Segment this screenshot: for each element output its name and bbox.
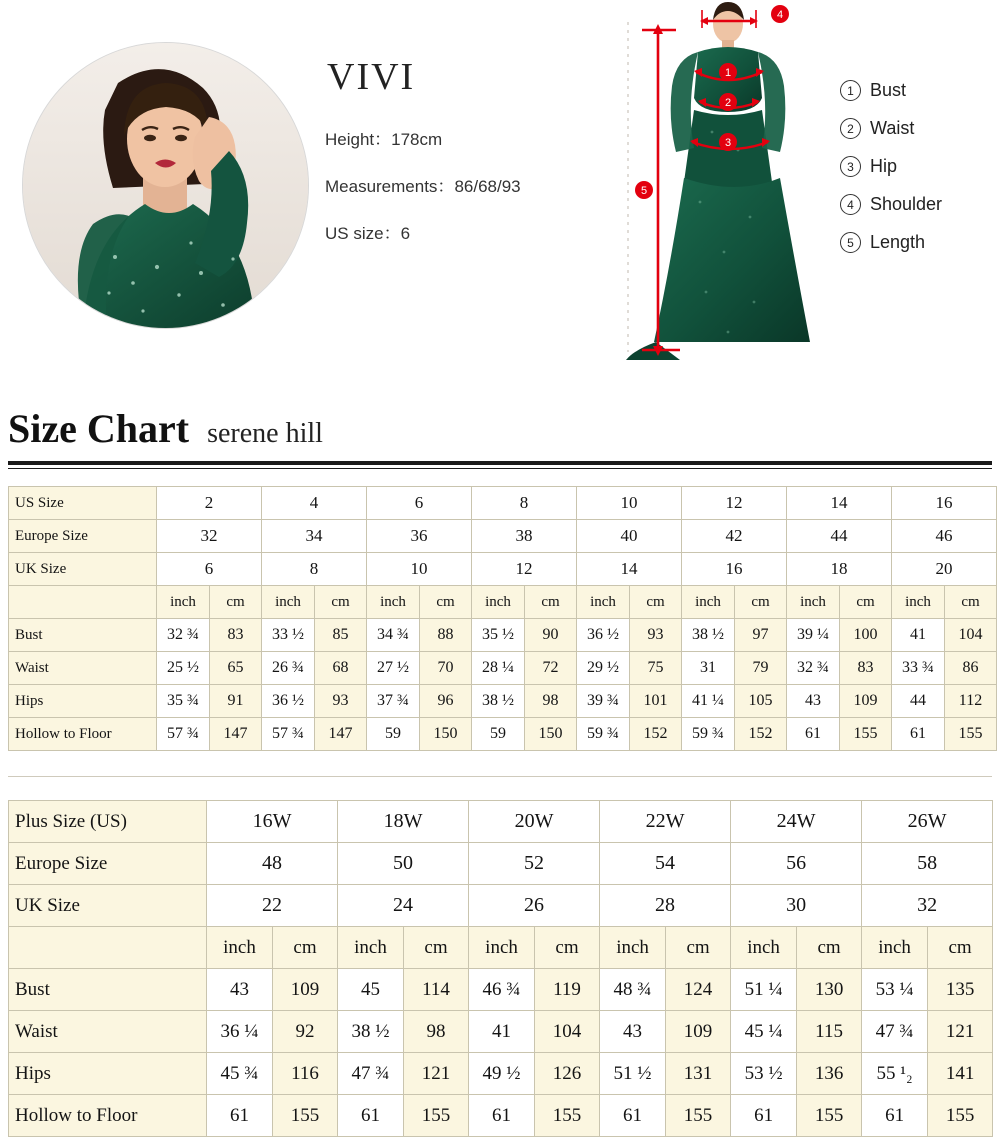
unit-cm: cm <box>666 927 731 969</box>
cell: 27 ½ <box>367 652 420 685</box>
cell: 115 <box>797 1011 862 1053</box>
cell: 41 <box>469 1011 535 1053</box>
cell: 90 <box>525 619 577 652</box>
cell: 32 ¾ <box>787 652 840 685</box>
table-row <box>9 718 997 751</box>
row-label: Hips <box>9 1053 207 1095</box>
cell: 28 ¼ <box>472 652 525 685</box>
unit-cm: cm <box>945 586 997 619</box>
cell: 51 ¼ <box>731 969 797 1011</box>
unit-inch: inch <box>157 586 210 619</box>
cell: 12 <box>472 553 577 586</box>
size-chart-title: Size Chart <box>8 406 190 451</box>
table-row <box>9 487 997 520</box>
model-ussize-value: 6 <box>400 224 411 243</box>
cell: 38 <box>472 520 577 553</box>
cell: 31 <box>682 652 735 685</box>
cell: 45 <box>338 969 404 1011</box>
table-row <box>9 885 993 927</box>
model-ussize-line <box>325 219 605 244</box>
unit-inch: inch <box>367 586 420 619</box>
row-label: Hollow to Floor <box>9 718 157 751</box>
unit-inch: inch <box>469 927 535 969</box>
cell: 38 ½ <box>472 685 525 718</box>
table-row <box>9 619 997 652</box>
cell: 97 <box>735 619 787 652</box>
unit-inch: inch <box>207 927 273 969</box>
cell: 79 <box>735 652 787 685</box>
legend-item-bust <box>840 80 990 101</box>
legend-number-icon: 4 <box>840 194 861 215</box>
cell: 112 <box>945 685 997 718</box>
legend-number-icon: 2 <box>840 118 861 139</box>
cell: 155 <box>535 1095 600 1137</box>
standard-size-table <box>8 486 997 751</box>
legend-label: Waist <box>870 118 915 138</box>
cell: 4 <box>262 487 367 520</box>
cell: 104 <box>945 619 997 652</box>
row-label: Plus Size (US) <box>9 801 207 843</box>
cell: 68 <box>315 652 367 685</box>
cell: 46 <box>892 520 997 553</box>
cell: 121 <box>928 1011 993 1053</box>
cell: 44 <box>892 685 945 718</box>
cell: 10 <box>367 553 472 586</box>
cell: 88 <box>420 619 472 652</box>
cell: 152 <box>735 718 787 751</box>
unit-inch: inch <box>472 586 525 619</box>
cell: 50 <box>338 843 469 885</box>
cell: 37 ¾ <box>367 685 420 718</box>
cell: 35 ¾ <box>157 685 210 718</box>
header-section <box>0 0 1000 380</box>
svg-text:2: 2 <box>724 97 732 109</box>
unit-inch: inch <box>787 586 840 619</box>
table-row-units <box>9 927 993 969</box>
cell: 61 <box>731 1095 797 1137</box>
plus-size-table <box>8 800 993 1137</box>
cell: 61 <box>787 718 840 751</box>
cell: 16W <box>207 801 338 843</box>
cell: 98 <box>525 685 577 718</box>
cell: 20 <box>892 553 997 586</box>
cell: 98 <box>404 1011 469 1053</box>
cell: 155 <box>273 1095 338 1137</box>
cell: 26 <box>469 885 600 927</box>
cell: 47 ¾ <box>862 1011 928 1053</box>
cell: 51 ½ <box>600 1053 666 1095</box>
cell: 135 <box>928 969 993 1011</box>
model-height-line <box>325 125 605 150</box>
standard-size-table-wrap <box>8 486 992 751</box>
cell: 75 <box>630 652 682 685</box>
unit-cm: cm <box>273 927 338 969</box>
unit-cm: cm <box>535 927 600 969</box>
unit-inch: inch <box>731 927 797 969</box>
cell: 100 <box>840 619 892 652</box>
title-divider-thick <box>8 461 992 465</box>
cell: 155 <box>404 1095 469 1137</box>
svg-text:3: 3 <box>724 137 732 149</box>
cell: 16 <box>892 487 997 520</box>
cell: 39 ¾ <box>577 685 630 718</box>
cell: 56 <box>731 843 862 885</box>
unit-inch: inch <box>862 927 928 969</box>
cell: 96 <box>420 685 472 718</box>
table-row <box>9 1011 993 1053</box>
cell: 39 ¼ <box>787 619 840 652</box>
cell: 155 <box>928 1095 993 1137</box>
cell: 61 <box>892 718 945 751</box>
cell: 32 <box>862 885 993 927</box>
cell: 65 <box>210 652 262 685</box>
cell: 20W <box>469 801 600 843</box>
cell: 61 <box>600 1095 666 1137</box>
legend-item-shoulder <box>840 194 990 215</box>
unit-inch: inch <box>600 927 666 969</box>
unit-cm: cm <box>420 586 472 619</box>
cell: 124 <box>666 969 731 1011</box>
cell: 147 <box>210 718 262 751</box>
model-measurements-label: Measurements： <box>325 177 455 196</box>
legend-item-length <box>840 232 990 253</box>
measurement-legend <box>840 80 990 270</box>
model-height-value: 178cm <box>391 130 443 149</box>
model-height-label: Height： <box>325 130 392 149</box>
unit-cm: cm <box>315 586 367 619</box>
unit-inch: inch <box>577 586 630 619</box>
unit-cm: cm <box>404 927 469 969</box>
cell: 130 <box>797 969 862 1011</box>
cell: 46 ¾ <box>469 969 535 1011</box>
unit-inch: inch <box>682 586 735 619</box>
model-ussize-label: US size： <box>325 224 401 243</box>
table-row <box>9 685 997 718</box>
cell: 150 <box>420 718 472 751</box>
cell: 32 ¾ <box>157 619 210 652</box>
cell: 109 <box>273 969 338 1011</box>
cell: 36 ½ <box>262 685 315 718</box>
cell: 57 ¾ <box>262 718 315 751</box>
cell: 119 <box>535 969 600 1011</box>
cell: 25 ½ <box>157 652 210 685</box>
cell: 33 ¾ <box>892 652 945 685</box>
unit-cm: cm <box>928 927 993 969</box>
table-row <box>9 969 993 1011</box>
cell: 18W <box>338 801 469 843</box>
cell: 24 <box>338 885 469 927</box>
cell: 32 <box>157 520 262 553</box>
row-label: Bust <box>9 969 207 1011</box>
cell: 131 <box>666 1053 731 1095</box>
cell: 44 <box>787 520 892 553</box>
model-photo-illustration <box>23 43 308 328</box>
cell: 38 ½ <box>682 619 735 652</box>
cell: 61 <box>338 1095 404 1137</box>
unit-inch: inch <box>338 927 404 969</box>
table-row <box>9 520 997 553</box>
cell: 155 <box>840 718 892 751</box>
cell: 104 <box>535 1011 600 1053</box>
cell: 83 <box>840 652 892 685</box>
cell: 121 <box>404 1053 469 1095</box>
row-label: Waist <box>9 1011 207 1053</box>
cell: 22 <box>207 885 338 927</box>
row-label: UK Size <box>9 553 157 586</box>
cell: 14 <box>577 553 682 586</box>
cell: 18 <box>787 553 892 586</box>
cell: 61 <box>469 1095 535 1137</box>
cell: 83 <box>210 619 262 652</box>
cell: 85 <box>315 619 367 652</box>
cell: 114 <box>404 969 469 1011</box>
cell: 36 <box>367 520 472 553</box>
cell: 57 ¾ <box>157 718 210 751</box>
legend-label: Shoulder <box>870 194 943 214</box>
cell: 150 <box>525 718 577 751</box>
cell: 26 ¾ <box>262 652 315 685</box>
cell: 152 <box>630 718 682 751</box>
cell: 54 <box>600 843 731 885</box>
cell: 26W <box>862 801 993 843</box>
cell: 59 <box>367 718 420 751</box>
cell: 55 ¹₂ <box>862 1053 928 1095</box>
cell: 43 <box>207 969 273 1011</box>
cell: 36 ¼ <box>207 1011 273 1053</box>
cell: 136 <box>797 1053 862 1095</box>
cell: 59 ¾ <box>682 718 735 751</box>
cell: 8 <box>472 487 577 520</box>
row-label: Waist <box>9 652 157 685</box>
cell: 6 <box>157 553 262 586</box>
row-label <box>9 927 207 969</box>
cell: 155 <box>945 718 997 751</box>
cell: 155 <box>666 1095 731 1137</box>
cell: 24W <box>731 801 862 843</box>
svg-text:1: 1 <box>724 67 732 79</box>
cell: 16 <box>682 553 787 586</box>
cell: 22W <box>600 801 731 843</box>
cell: 59 <box>472 718 525 751</box>
cell: 41 ¼ <box>682 685 735 718</box>
legend-number-icon: 3 <box>840 156 861 177</box>
cell: 93 <box>630 619 682 652</box>
row-label <box>9 586 157 619</box>
cell: 53 ¼ <box>862 969 928 1011</box>
cell: 41 <box>892 619 945 652</box>
cell: 29 ½ <box>577 652 630 685</box>
cell: 8 <box>262 553 367 586</box>
page-title <box>8 405 323 452</box>
unit-cm: cm <box>797 927 862 969</box>
legend-item-hip <box>840 156 990 177</box>
cell: 155 <box>797 1095 862 1137</box>
row-label: Bust <box>9 619 157 652</box>
cell: 109 <box>840 685 892 718</box>
unit-inch: inch <box>262 586 315 619</box>
table-row <box>9 1053 993 1095</box>
cell: 38 ½ <box>338 1011 404 1053</box>
cell: 34 <box>262 520 367 553</box>
cell: 101 <box>630 685 682 718</box>
cell: 43 <box>787 685 840 718</box>
legend-label: Length <box>870 232 926 252</box>
cell: 92 <box>273 1011 338 1053</box>
row-label: Hollow to Floor <box>9 1095 207 1137</box>
legend-label: Hip <box>870 156 898 176</box>
unit-inch: inch <box>892 586 945 619</box>
cell: 61 <box>207 1095 273 1137</box>
unit-cm: cm <box>840 586 892 619</box>
cell: 2 <box>157 487 262 520</box>
table-row <box>9 652 997 685</box>
cell: 33 ½ <box>262 619 315 652</box>
cell: 49 ½ <box>469 1053 535 1095</box>
row-label: Hips <box>9 685 157 718</box>
legend-number-icon: 5 <box>840 232 861 253</box>
unit-cm: cm <box>210 586 262 619</box>
cell: 48 ¾ <box>600 969 666 1011</box>
svg-text:4: 4 <box>776 9 784 21</box>
brand-name: serene hill <box>207 418 323 449</box>
table-separator <box>8 776 992 777</box>
cell: 6 <box>367 487 472 520</box>
cell: 109 <box>666 1011 731 1053</box>
cell: 52 <box>469 843 600 885</box>
cell: 93 <box>315 685 367 718</box>
cell: 141 <box>928 1053 993 1095</box>
cell: 91 <box>210 685 262 718</box>
row-label: Europe Size <box>9 843 207 885</box>
cell: 116 <box>273 1053 338 1095</box>
cell: 42 <box>682 520 787 553</box>
cell: 28 <box>600 885 731 927</box>
row-label: US Size <box>9 487 157 520</box>
legend-label: Bust <box>870 80 907 100</box>
model-measurements-value: 86/68/93 <box>454 177 521 196</box>
cell: 35 ½ <box>472 619 525 652</box>
cell: 105 <box>735 685 787 718</box>
cell: 45 ¼ <box>731 1011 797 1053</box>
cell: 58 <box>862 843 993 885</box>
table-row-units <box>9 586 997 619</box>
cell: 36 ½ <box>577 619 630 652</box>
unit-cm: cm <box>525 586 577 619</box>
cell: 12 <box>682 487 787 520</box>
model-photo <box>22 42 309 329</box>
plus-size-table-wrap <box>8 800 992 1137</box>
unit-cm: cm <box>735 586 787 619</box>
model-info <box>325 55 605 266</box>
model-measurements-line <box>325 172 605 197</box>
dress-diagram-illustration <box>620 2 835 372</box>
table-row <box>9 1095 993 1137</box>
cell: 10 <box>577 487 682 520</box>
cell: 48 <box>207 843 338 885</box>
row-label: UK Size <box>9 885 207 927</box>
cell: 59 ¾ <box>577 718 630 751</box>
cell: 40 <box>577 520 682 553</box>
cell: 14 <box>787 487 892 520</box>
cell: 34 ¾ <box>367 619 420 652</box>
unit-cm: cm <box>630 586 682 619</box>
legend-item-waist <box>840 118 990 139</box>
svg-text:5: 5 <box>640 185 648 197</box>
row-label: Europe Size <box>9 520 157 553</box>
cell: 147 <box>315 718 367 751</box>
cell: 53 ½ <box>731 1053 797 1095</box>
cell: 43 <box>600 1011 666 1053</box>
cell: 47 ¾ <box>338 1053 404 1095</box>
cell: 70 <box>420 652 472 685</box>
table-row <box>9 801 993 843</box>
cell: 30 <box>731 885 862 927</box>
cell: 86 <box>945 652 997 685</box>
dress-diagram <box>600 0 840 380</box>
cell: 72 <box>525 652 577 685</box>
table-row <box>9 843 993 885</box>
table-row <box>9 553 997 586</box>
cell: 61 <box>862 1095 928 1137</box>
title-divider-thin <box>8 468 992 469</box>
model-name: VIVI <box>327 56 416 98</box>
cell: 45 ¾ <box>207 1053 273 1095</box>
cell: 126 <box>535 1053 600 1095</box>
legend-number-icon: 1 <box>840 80 861 101</box>
